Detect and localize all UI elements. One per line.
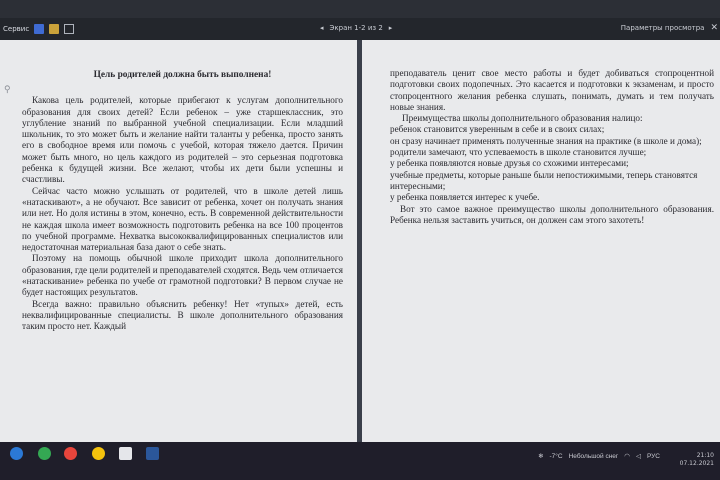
list-item: у ребенка появляются новые друзья со схожими интересами; [390, 158, 629, 169]
clock-time: 21:10 [696, 452, 714, 459]
paragraph: Поэтому на помощь обычной школе приходит школа дополнительного образования, где цели родителей и преподавателей сходятся. Ведь чем отличается «натаскивание» ребенка по учебе от грамотной подготовки? В первом случае не будет настоящих результатов. [22, 253, 343, 298]
paragraph: Какова цель родителей, которые прибегают к услугам дополнительного образования для своих детей? Если ребенок – уже старшеклассник, это углубление знаний по выбранной учебной специализации. Если младший школьник, то это может быть и желание найти таланты у ребенка, просто занять его в свободное время или помочь с учебой, которая тяжело дается. Причин может быть много, но цель каждого из родителей – это серьезная подготовка ребенка к будущей жизни. Все желают, чтобы их дети были успешны и счастливы. [22, 95, 343, 185]
document-page-right [362, 40, 720, 442]
save-icon[interactable] [34, 24, 44, 34]
list-intro: Преимущества школы дополнительного образования налицо: [402, 113, 643, 124]
reading-toolbar [0, 18, 720, 40]
close-icon[interactable]: ✕ [710, 23, 718, 33]
list-item: учебные предметы, которые раньше были непостижимыми, теперь становятся интересными; [390, 169, 698, 191]
yandex-icon[interactable] [92, 447, 105, 460]
paragraph: преподаватель ценит свое место работы и будет добиваться стопроцентной подготовки своих подопечных. Это касается и подготовки к экзаменам, и просто стопроцентного желания ребенка слушать, понимать, думать и тем получать новые знания. [390, 68, 714, 112]
paragraph: Сейчас часто можно услышать от родителей, что в школе детей лишь «натаскивают», а не обучают. Все зависит от ребенка, хочет он получать знания или нет. Но доля истины в этом, конечно, есть. В современной действительности не каждая школа имеет возможность подготовить ребенка на все 100 процентов по учебной программе. Нехватка высококвалифицированных специалистов или недостаточная материальная база дают о себе знать. [22, 185, 343, 253]
list-item: у ребенка появляется интерес к учебе. [390, 192, 540, 203]
pin-icon: ⚲ [4, 84, 11, 94]
paragraph: Всегда важно: правильно объяснить ребенку! Нет «тупых» детей, есть неквалифицированные специалисты. В школе дополнительного образования таким просто нет. Каждый [22, 298, 343, 332]
taskbar [0, 442, 720, 480]
document-title: Цель родителей должна быть выполнена! [93, 70, 272, 80]
highlight-icon[interactable] [49, 24, 59, 34]
volume-icon[interactable]: ◁ [635, 453, 641, 460]
list-item: ребенок становится уверенным в себе и в своих силах; [390, 124, 605, 135]
wifi-icon[interactable]: ◠ [624, 453, 630, 460]
tools-menu[interactable]: Сервис [3, 25, 30, 33]
list-item: он сразу начинает применять полученные знания на практике (в школе и дома); [390, 135, 702, 146]
opera-icon[interactable] [64, 447, 77, 460]
edge-icon[interactable] [10, 447, 23, 460]
prev-screen-icon[interactable]: ◂ [320, 24, 324, 32]
clock-date: 07.12.2021 [679, 460, 714, 467]
chrome-icon[interactable] [38, 447, 51, 460]
system-tray [538, 452, 660, 460]
word-icon[interactable] [146, 447, 159, 460]
paragraph: Вот это самое важное преимущество школы дополнительного образования. Ребенка нельзя заставить учиться, он должен сам этого захотеть! [390, 203, 714, 225]
weather-temp: -7°C [549, 452, 563, 460]
comment-icon[interactable] [64, 24, 74, 34]
snow-weather-icon: ❄ [538, 453, 544, 460]
view-options-button[interactable]: Параметры просмотра [620, 24, 705, 32]
language-indicator[interactable]: РУС [646, 452, 660, 460]
document-page-left [0, 40, 357, 442]
clock[interactable] [680, 452, 714, 468]
weather-text[interactable]: Небольшой снег [568, 452, 619, 460]
next-screen-icon[interactable]: ▸ [388, 24, 393, 32]
file-explorer-icon[interactable] [119, 447, 132, 460]
screen-counter: Экран 1-2 из 2 [329, 24, 383, 32]
list-item: родители замечают, что успеваемость в школе становится лучше; [390, 147, 647, 158]
